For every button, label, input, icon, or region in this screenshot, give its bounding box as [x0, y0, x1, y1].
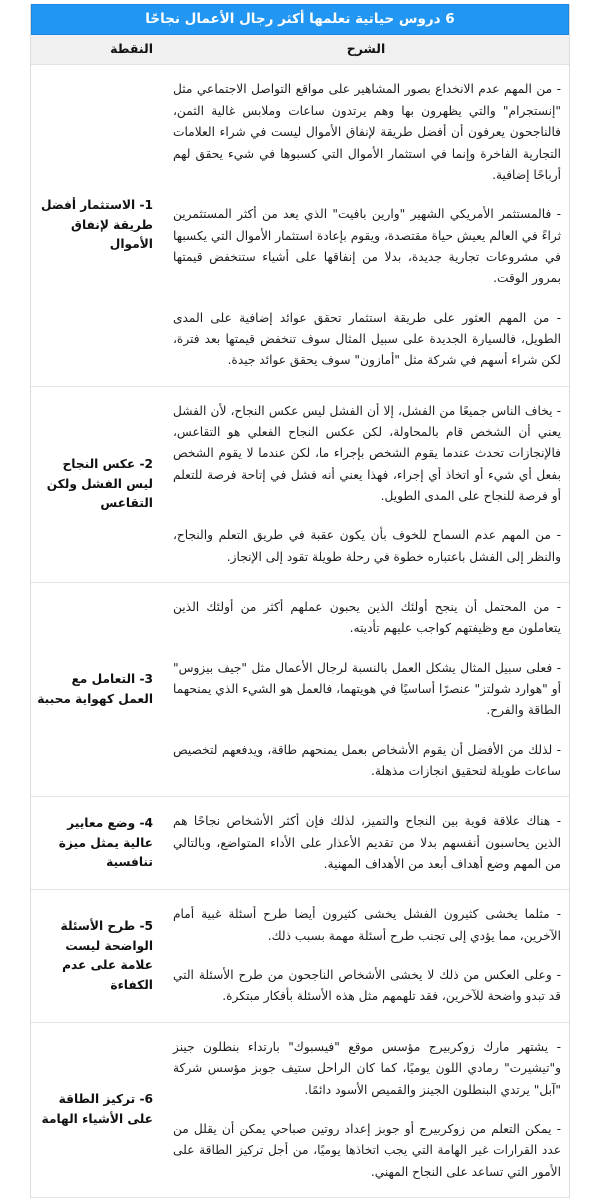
lesson-paragraph: - فعلى سبيل المثال يشكل العمل بالنسبة لرجال الأعمال مثل "جيف بيزوس" أو "هوارد شولتز" عنصرًا أساسيًا في هويتهما، فالعمل هو الشيء الذي يمنحهما الطاقة والفرح. — [173, 660, 561, 718]
lesson-explanation-cell — [163, 890, 569, 1022]
lessons-table-container — [30, 4, 570, 1198]
lesson-point-cell: 2- عكس النجاح ليس الفشل ولكن التقاعس — [31, 386, 163, 582]
lesson-point-cell: 1- الاستثمار أفضل طريقة لإنفاق الأموال — [40, 198, 153, 252]
table-row — [31, 583, 569, 797]
lesson-paragraph: - فالمستثمر الأمريكي الشهير "وارين بافيت" الذي يعد من أكثر المستثمرين ثراءً في العالم يعيش حياة مقتصدة، ويقوم بإعادة استثمار الأموال التي يكسبها في مشروعات تجارية جديدة، بدلا من إنفاقها على أشياء ستنخفض قيمتها بمرور الوقت. — [173, 207, 561, 286]
lesson-paragraph: - مثلما يخشى كثيرون الفشل يخشى كثيرون أيضا طرح أسئلة غبية أمام الآخرين، مما يؤدي إلى تجنب طرح أسئلة مهمة بسبب ذلك. — [173, 907, 561, 943]
lesson-paragraph: - هناك علاقة قوية بين النجاح والتميز، لذلك فإن أكثر الأشخاص نجاحًا هم الذين يحاسبون أنفسهم بدلا من تقديم الأعذار على الأداء المتواضع، وبالتالي من المهم وضع أهداف أبعد من الأهداف المهنية. — [173, 814, 561, 872]
lesson-paragraph: - وعلى العكس من ذلك لا يخشى الأشخاص الناجحون من طرح الأسئلة التي قد تبدو واضحة للآخرين، فقد تلهمهم مثل هذه الأسئلة بأفكار مبتكرة. — [173, 968, 561, 1004]
lesson-point-cell: 5- طرح الأسئلة الواضحة ليست علامة على عدم الكفاءة — [31, 890, 163, 1022]
lesson-paragraph: - من المهم عدم الانخداع بصور المشاهير على مواقع التواصل الاجتماعي مثل "إنستجرام" والتي يظهرون بها وهم يرتدون ساعات وملابس غالية الثمن، فالناجحون يعرفون أن أفضل طريقة لإنفاق الأموال ليست في شراء العلامات التجارية الفاخرة وإنما في استثمار الأموال التي كسبوها في شيء يحقق لهم أرباحًا إضافية. — [173, 82, 561, 182]
table-row — [31, 386, 569, 582]
table-row — [31, 890, 569, 1022]
lesson-paragraph: - من المهم العثور على طريقة استثمار تحقق عوائد إضافية على المدى الطويل، فالسيارة الجديدة على سبيل المثال سوف تنخفض قيمتها بعد فترة، لكن شراء أسهم في شركة مثل "أمازون" سوف يحقق عوائد جيدة. — [173, 310, 561, 368]
lesson-paragraph: - يخاف الناس جميعًا من الفشل، إلا أن الفشل ليس عكس النجاح، لأن الفشل يعني أن الشخص قام بالمحاولة، لكن عكس النجاح الفعلي هو التقاعس، فالإنجازات تحدث عندما يقوم الشخص بإجراء ما، لكن عندما لا يقوم الشخص بفعل أي شيء أو اتخاذ أي إجراء، فهذا يعني أنه فشل في إتاحة فرصة للتعلم أو فرصة للنجاح على المدى الطويل. — [173, 403, 561, 503]
lesson-point-cell: 6- تركيز الطاقة على الأشياء الهامة — [31, 1022, 163, 1197]
lesson-paragraph: - يمكن التعلم من زوكربيرج أو جوبز إعداد روتين صباحي يمكن أن يقلل من عدد القرارات غير الهامة التي يجب اتخاذها يوميًا، من أجل تركيز الطاقة على الأمور التي تساعد على النجاح المهني. — [173, 1121, 561, 1179]
column-header-explanation: الشرح — [163, 35, 569, 65]
lesson-paragraph: - من المحتمل أن ينجح أولئك الذين يحبون عملهم أكثر من أولئك الذين يتعاملون مع وظيفتهم كواجب عليهم تأديته. — [173, 600, 561, 636]
table-title: 6 دروس حياتية تعلمها أكثر رجال الأعمال نجاحًا — [31, 4, 569, 35]
lesson-point-cell: 4- وضع معايير عالية يمثل ميزة تنافسية — [31, 797, 163, 890]
lesson-explanation-cell — [163, 797, 569, 890]
table-row — [31, 1022, 569, 1197]
lesson-explanation-cell — [163, 65, 569, 386]
lesson-paragraph: - يشتهر مارك زوكربيرج مؤسس موقع "فيسبوك" بارتداء بنطلون جينز و"تيشيرت" رمادي اللون يوميًا، كما كان الراحل ستيف جوبز مؤسس شركة "آبل" يرتدي البنطلون الجينز والقميص الأسود دائمًا. — [173, 1039, 561, 1097]
table-body — [31, 65, 569, 1197]
table-head — [31, 35, 569, 65]
table-row — [31, 797, 569, 890]
table-row — [31, 65, 569, 386]
lesson-point-cell: 3- التعامل مع العمل كهواية محببة — [31, 583, 163, 797]
table-header-row — [31, 35, 569, 65]
lesson-paragraph: - لذلك من الأفضل أن يقوم الأشخاص بعمل يمنحهم طاقة، ويدفعهم لتخصيص ساعات طويلة لتحقيق انجازات مذهلة. — [173, 742, 561, 779]
lesson-explanation-cell — [163, 583, 569, 797]
lesson-explanation-cell — [163, 1022, 569, 1197]
lesson-explanation-cell — [163, 386, 569, 582]
column-header-point: النقطة — [31, 35, 163, 65]
lessons-table — [31, 4, 569, 1197]
lesson-paragraph: - من المهم عدم السماح للخوف بأن يكون عقبة في طريق التعلم والنجاح، والنظر إلى الفشل باعتباره خطوة في رحلة طويلة تقود إلى الإنجاز. — [173, 528, 561, 564]
